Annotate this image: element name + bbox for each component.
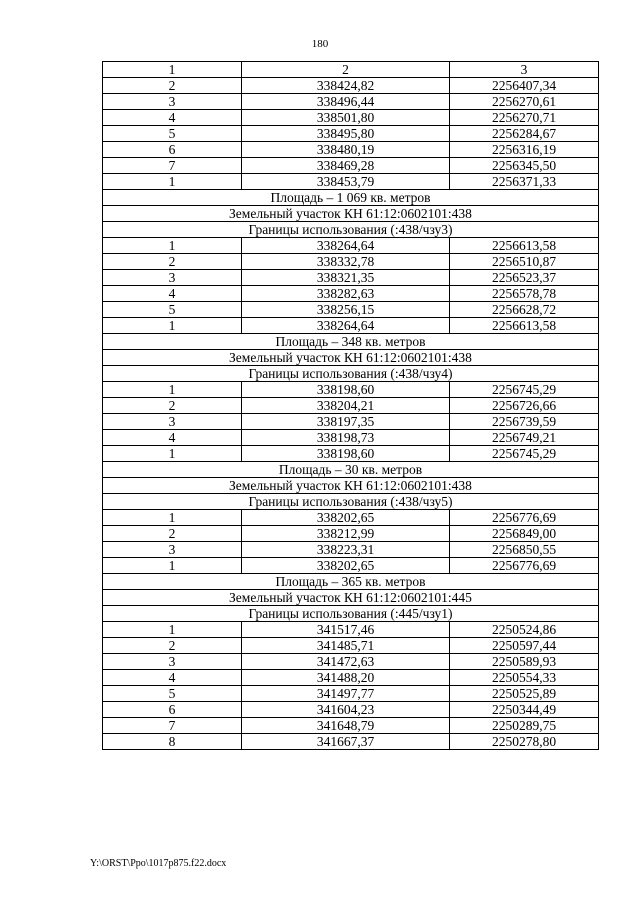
table-row — [103, 638, 599, 654]
y-coordinate-cell: 2250589,93 — [450, 654, 599, 670]
table-row — [103, 654, 599, 670]
x-coordinate-cell: 341485,71 — [242, 638, 450, 654]
y-coordinate-cell: 2256284,67 — [450, 126, 599, 142]
y-coordinate-cell: 2256628,72 — [450, 302, 599, 318]
y-coordinate-cell: 2256726,66 — [450, 398, 599, 414]
section-caption: Границы использования (:445/чзу1) — [103, 606, 599, 622]
y-coordinate-cell: 2256745,29 — [450, 446, 599, 462]
section-caption: Земельный участок КН 61:12:0602101:438 — [103, 478, 599, 494]
x-coordinate-cell: 338469,28 — [242, 158, 450, 174]
table-row — [103, 686, 599, 702]
table-section-row — [103, 222, 599, 238]
point-number-cell: 7 — [103, 718, 242, 734]
x-coordinate-cell: 338501,80 — [242, 110, 450, 126]
table-row — [103, 670, 599, 686]
point-number-cell: 2 — [103, 398, 242, 414]
y-coordinate-cell: 2256407,34 — [450, 78, 599, 94]
x-coordinate-cell: 338453,79 — [242, 174, 450, 190]
y-coordinate-cell: 2256613,58 — [450, 238, 599, 254]
point-number-cell: 3 — [103, 654, 242, 670]
point-number-cell: 2 — [103, 254, 242, 270]
table-row — [103, 286, 599, 302]
x-coordinate-cell: 341497,77 — [242, 686, 450, 702]
table-row — [103, 622, 599, 638]
x-coordinate-cell: 338202,65 — [242, 510, 450, 526]
table-row — [103, 526, 599, 542]
x-coordinate-cell: 338198,60 — [242, 382, 450, 398]
x-coordinate-cell: 338495,80 — [242, 126, 450, 142]
coordinates-table — [102, 61, 599, 750]
point-number-cell: 1 — [103, 382, 242, 398]
table-row — [103, 398, 599, 414]
point-number-cell: 2 — [103, 78, 242, 94]
x-coordinate-cell: 338332,78 — [242, 254, 450, 270]
section-caption: Земельный участок КН 61:12:0602101:438 — [103, 206, 599, 222]
x-coordinate-cell: 341648,79 — [242, 718, 450, 734]
point-number-cell: 4 — [103, 286, 242, 302]
point-number-cell: 3 — [103, 414, 242, 430]
section-caption: Площадь – 348 кв. метров — [103, 334, 599, 350]
table-row — [103, 238, 599, 254]
footer-file-path: Y:\ORST\Ppo\1017p875.f22.docx — [90, 858, 227, 869]
point-number-cell: 1 — [103, 510, 242, 526]
table-section-row — [103, 478, 599, 494]
y-coordinate-cell: 2250554,33 — [450, 670, 599, 686]
table-row — [103, 174, 599, 190]
x-coordinate-cell: 341517,46 — [242, 622, 450, 638]
y-coordinate-cell: 2256510,87 — [450, 254, 599, 270]
x-coordinate-cell: 341604,23 — [242, 702, 450, 718]
point-number-cell: 6 — [103, 702, 242, 718]
table-row — [103, 270, 599, 286]
x-coordinate-cell: 338198,73 — [242, 430, 450, 446]
point-number-cell: 1 — [103, 622, 242, 638]
x-coordinate-cell: 341488,20 — [242, 670, 450, 686]
point-number-cell: 4 — [103, 430, 242, 446]
y-coordinate-cell: 2256739,59 — [450, 414, 599, 430]
table-section-row — [103, 366, 599, 382]
table-row — [103, 430, 599, 446]
point-number-cell: 6 — [103, 142, 242, 158]
table-row — [103, 94, 599, 110]
table-row — [103, 302, 599, 318]
point-number-cell: 3 — [103, 542, 242, 558]
y-coordinate-cell: 2256270,71 — [450, 110, 599, 126]
x-coordinate-cell: 341667,37 — [242, 734, 450, 750]
x-coordinate-cell: 338480,19 — [242, 142, 450, 158]
x-coordinate-cell: 338202,65 — [242, 558, 450, 574]
y-coordinate-cell: 2250278,80 — [450, 734, 599, 750]
x-coordinate-cell: 338256,15 — [242, 302, 450, 318]
y-coordinate-cell: 2256745,29 — [450, 382, 599, 398]
header-cell-point: 1 — [103, 62, 242, 78]
point-number-cell: 1 — [103, 238, 242, 254]
table-section-row — [103, 462, 599, 478]
section-caption: Площадь – 1 069 кв. метров — [103, 190, 599, 206]
y-coordinate-cell: 2256523,37 — [450, 270, 599, 286]
section-caption: Земельный участок КН 61:12:0602101:445 — [103, 590, 599, 606]
table-row — [103, 702, 599, 718]
section-caption: Земельный участок КН 61:12:0602101:438 — [103, 350, 599, 366]
y-coordinate-cell: 2256850,55 — [450, 542, 599, 558]
point-number-cell: 5 — [103, 302, 242, 318]
point-number-cell: 5 — [103, 686, 242, 702]
x-coordinate-cell: 338282,63 — [242, 286, 450, 302]
x-coordinate-cell: 341472,63 — [242, 654, 450, 670]
table-row — [103, 542, 599, 558]
table-row — [103, 158, 599, 174]
y-coordinate-cell: 2256776,69 — [450, 558, 599, 574]
y-coordinate-cell: 2256371,33 — [450, 174, 599, 190]
table-header-row — [103, 62, 599, 78]
table-section-row — [103, 606, 599, 622]
section-caption: Площадь – 365 кв. метров — [103, 574, 599, 590]
point-number-cell: 1 — [103, 558, 242, 574]
section-caption: Границы использования (:438/чзу5) — [103, 494, 599, 510]
point-number-cell: 3 — [103, 94, 242, 110]
point-number-cell: 1 — [103, 318, 242, 334]
point-number-cell: 1 — [103, 446, 242, 462]
table-row — [103, 718, 599, 734]
table-row — [103, 78, 599, 94]
table-row — [103, 318, 599, 334]
y-coordinate-cell: 2256270,61 — [450, 94, 599, 110]
point-number-cell: 2 — [103, 638, 242, 654]
table-section-row — [103, 494, 599, 510]
point-number-cell: 4 — [103, 110, 242, 126]
x-coordinate-cell: 338223,31 — [242, 542, 450, 558]
point-number-cell: 5 — [103, 126, 242, 142]
table-section-row — [103, 350, 599, 366]
section-caption: Площадь – 30 кв. метров — [103, 462, 599, 478]
table-row — [103, 734, 599, 750]
y-coordinate-cell: 2256613,58 — [450, 318, 599, 334]
point-number-cell: 8 — [103, 734, 242, 750]
y-coordinate-cell: 2256776,69 — [450, 510, 599, 526]
y-coordinate-cell: 2256849,00 — [450, 526, 599, 542]
table-section-row — [103, 574, 599, 590]
table-row — [103, 558, 599, 574]
table-row — [103, 510, 599, 526]
section-caption: Границы использования (:438/чзу4) — [103, 366, 599, 382]
point-number-cell: 1 — [103, 174, 242, 190]
x-coordinate-cell: 338197,35 — [242, 414, 450, 430]
table-row — [103, 254, 599, 270]
x-coordinate-cell: 338264,64 — [242, 318, 450, 334]
table-section-row — [103, 206, 599, 222]
header-cell-y: 3 — [450, 62, 599, 78]
x-coordinate-cell: 338198,60 — [242, 446, 450, 462]
y-coordinate-cell: 2250525,89 — [450, 686, 599, 702]
y-coordinate-cell: 2250344,49 — [450, 702, 599, 718]
table-section-row — [103, 334, 599, 350]
x-coordinate-cell: 338212,99 — [242, 526, 450, 542]
y-coordinate-cell: 2256316,19 — [450, 142, 599, 158]
y-coordinate-cell: 2256749,21 — [450, 430, 599, 446]
page-number: 180 — [311, 38, 329, 50]
y-coordinate-cell: 2256345,50 — [450, 158, 599, 174]
y-coordinate-cell: 2256578,78 — [450, 286, 599, 302]
table-row — [103, 126, 599, 142]
point-number-cell: 4 — [103, 670, 242, 686]
section-caption: Границы использования (:438/чзу3) — [103, 222, 599, 238]
y-coordinate-cell: 2250597,44 — [450, 638, 599, 654]
table-row — [103, 142, 599, 158]
header-cell-x: 2 — [242, 62, 450, 78]
point-number-cell: 2 — [103, 526, 242, 542]
x-coordinate-cell: 338264,64 — [242, 238, 450, 254]
table-row — [103, 382, 599, 398]
table-row — [103, 446, 599, 462]
y-coordinate-cell: 2250524,86 — [450, 622, 599, 638]
table-row — [103, 110, 599, 126]
point-number-cell: 3 — [103, 270, 242, 286]
x-coordinate-cell: 338321,35 — [242, 270, 450, 286]
x-coordinate-cell: 338204,21 — [242, 398, 450, 414]
point-number-cell: 7 — [103, 158, 242, 174]
table-section-row — [103, 190, 599, 206]
table-section-row — [103, 590, 599, 606]
table-row — [103, 414, 599, 430]
y-coordinate-cell: 2250289,75 — [450, 718, 599, 734]
x-coordinate-cell: 338496,44 — [242, 94, 450, 110]
x-coordinate-cell: 338424,82 — [242, 78, 450, 94]
